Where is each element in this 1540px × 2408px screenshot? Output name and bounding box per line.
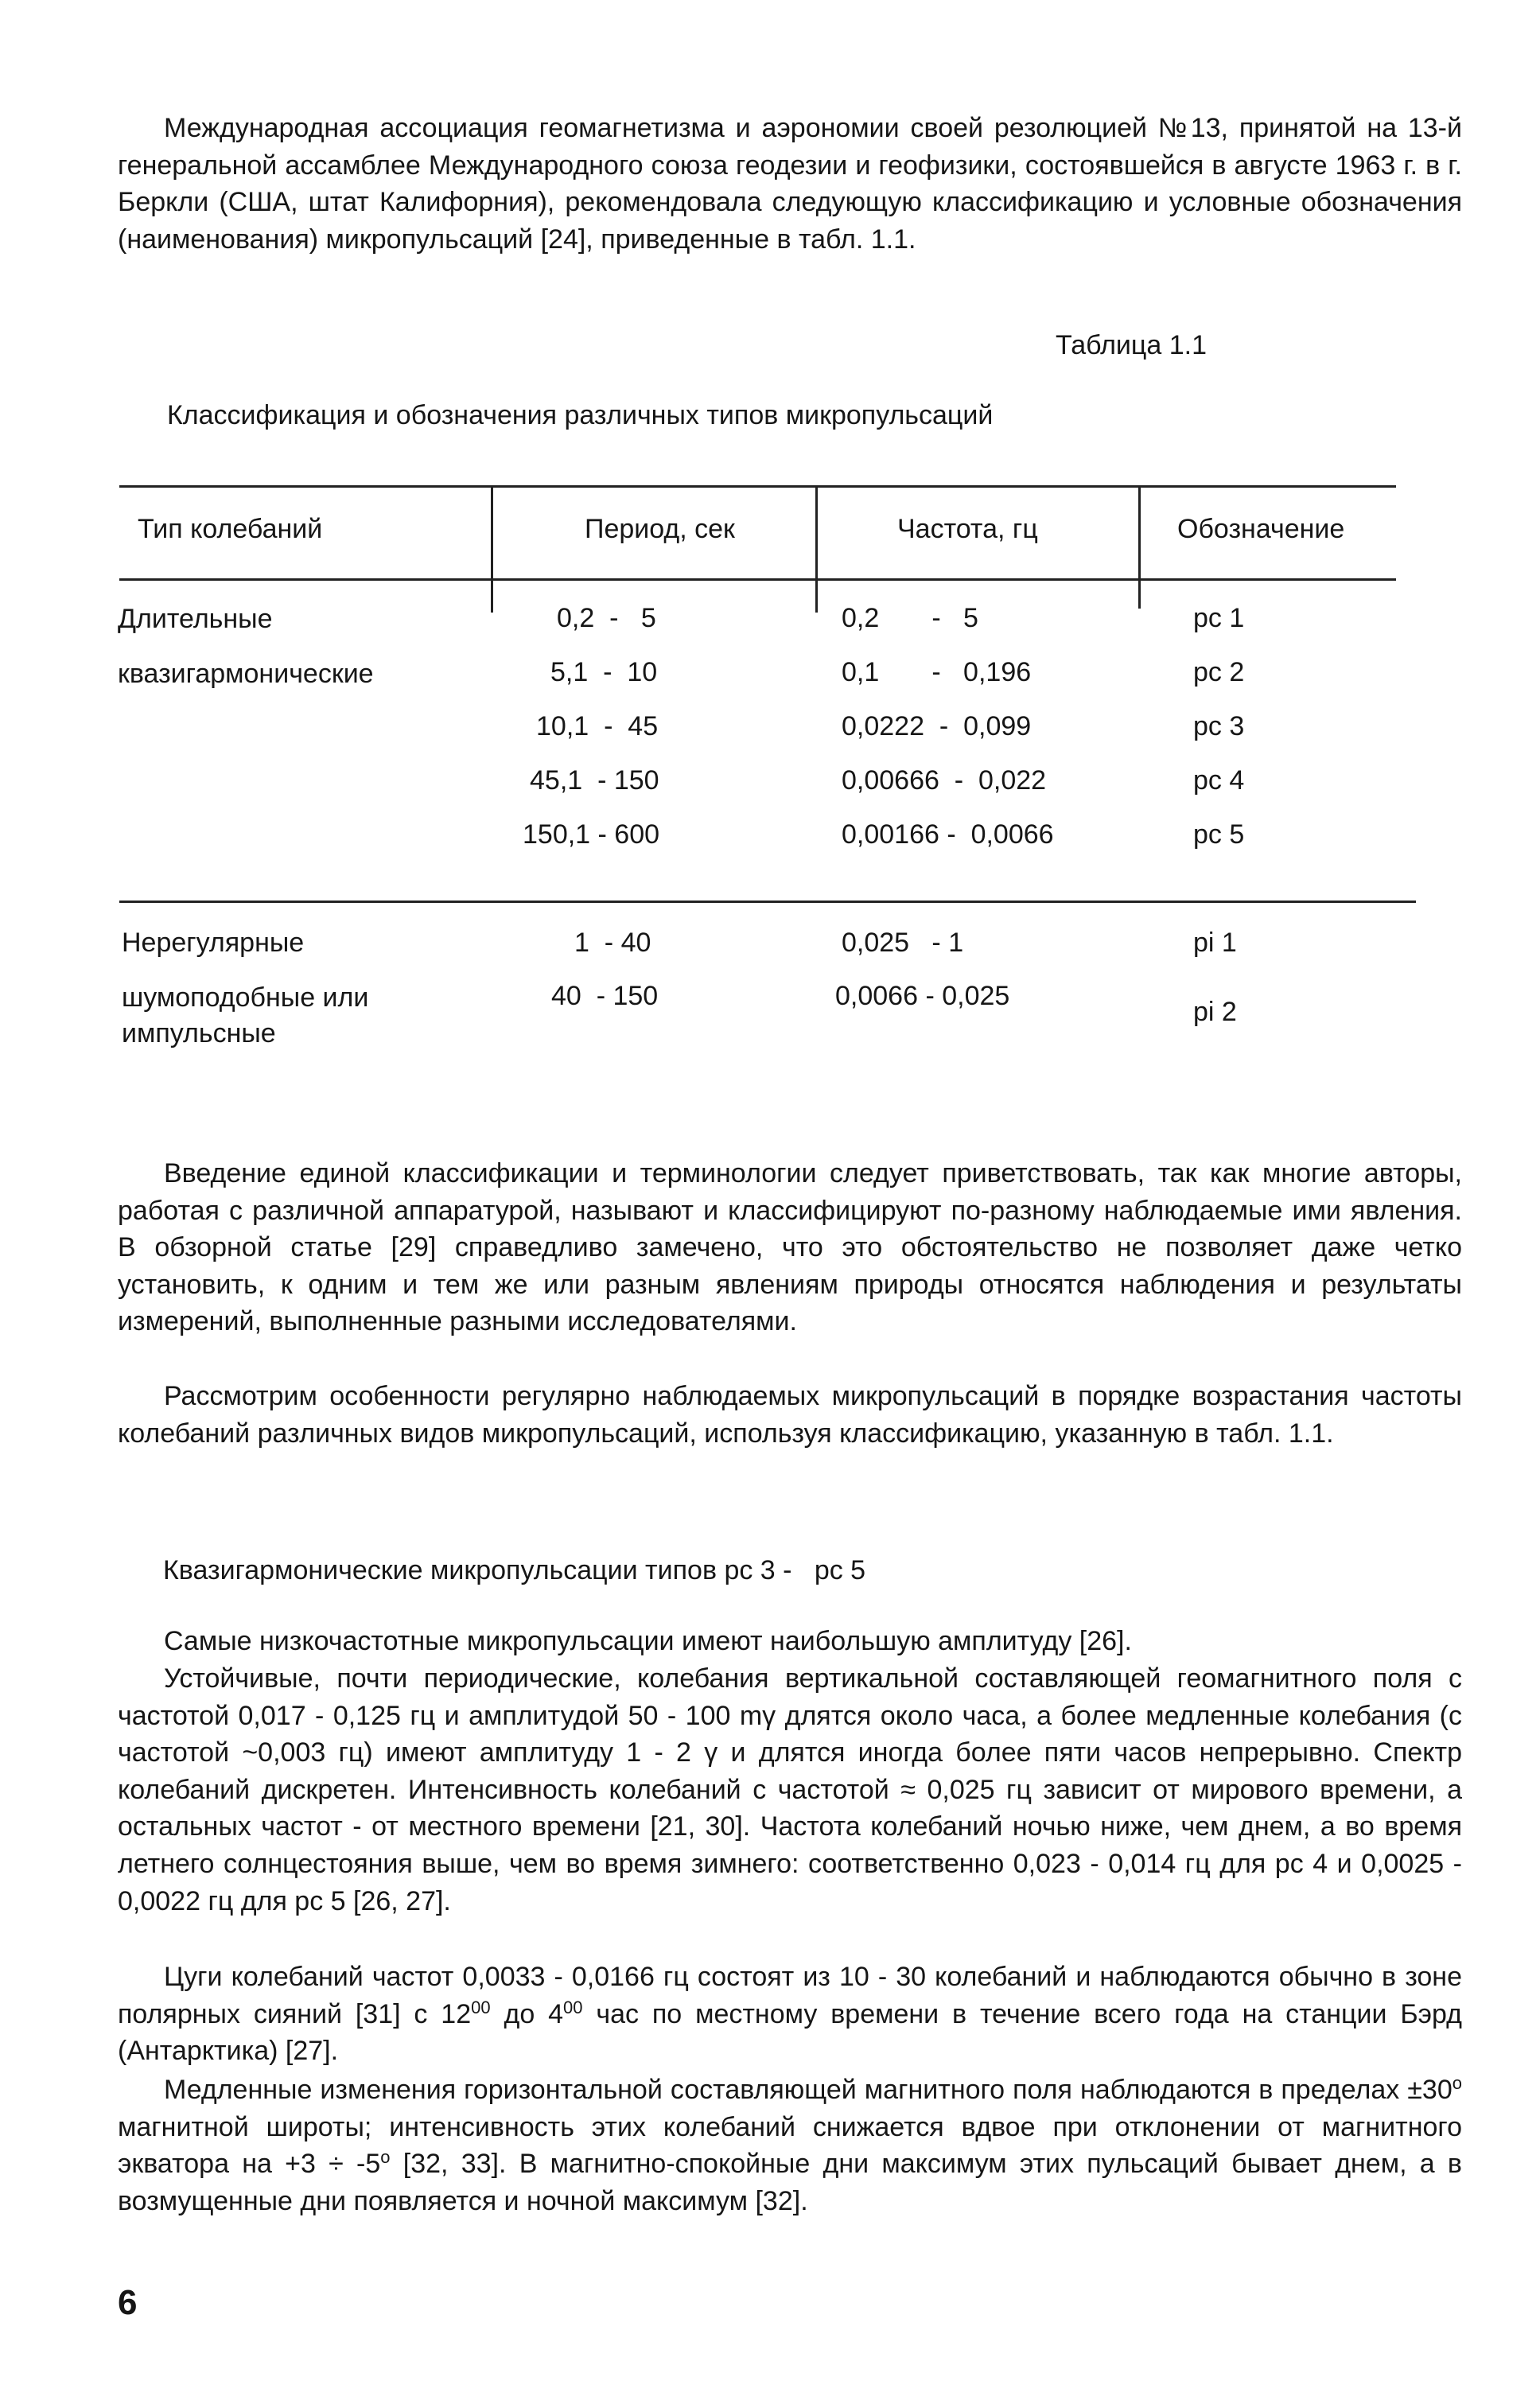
table-cell-code: pc 5 [1193,819,1245,850]
table-cell-frequency: 0,025 - 1 [842,928,964,958]
paragraph-text: до 4 [490,1998,564,2029]
table-cell-period: 5,1 - 10 [550,657,658,687]
table-cell-period: 40 - 150 [551,981,659,1011]
table-cell-code: pc 4 [1193,765,1245,796]
header-designation: Обозначение [1177,514,1345,544]
table-header-rule [119,578,1396,581]
table-group-rule [119,901,1416,903]
paragraph-text: магнитной широты; интенсивность этих колебаний снижается вдвое при отклонении от магнитного экватора на +3 ÷ -5 [118,2111,1462,2180]
superscript: o [380,2147,391,2168]
group1-type-line: квазигармонические [118,659,374,689]
paragraph [118,2072,1462,2219]
table-cell-frequency: 0,00166 - 0,0066 [842,819,1054,850]
table-cell-frequency: 0,00666 - 0,022 [842,765,1047,796]
group2-type-line: импульсные [122,1018,276,1048]
paragraph: Устойчивые, почти периодические, колебания вертикальной составляющей геомагнитного поля с частотой 0,017 - 0,125 гц и амплитудой 50 - 100 mγ длятся около часа, а более медленные колебания (с частотой ~0,003 гц) имеют амплитуду 1 - 2 γ и длятся иногда более пяти часов непрерывно. Спектр колебаний дискретен. Интенсивность колебаний с частотой ≈ 0,025 гц зависит от мирового времени, а остальных частот - от местного времени [21, 30]. Частота колебаний ночью ниже, чем днем, а во время летнего солнцестояния выше, чем во время зимнего: соответственно 0,023 - 0,014 гц для pc 4 и 0,0025 - 0,0022 гц для pc 5 [26, 27]. [118,1663,1462,1916]
header-type: Тип колебаний [138,514,323,544]
table-cell-frequency: 0,2 - 5 [842,603,978,633]
table-cell-code: pi 2 [1193,997,1237,1027]
superscript: o [1452,2073,1462,2093]
paragraph [118,1959,1462,2070]
paragraph: Введение единой классификации и терминологии следует приветствовать, так как многие авторы, работая с различной аппаратурой, называют и классифицируют по-разному наблюдаемые ими явления. В обзорной статье [29] справедливо замечено, что это обстоятельство не позволяет даже четко установить, к одним и тем же или разным явлениям природы относятся наблюдения и результаты измерений, выполненные разными исследователями. [118,1158,1462,1337]
table-cell-code: pi 1 [1193,928,1237,958]
superscript: 00 [471,1997,491,2017]
table-cell-code: pc 1 [1193,603,1245,633]
group2-type-line: Нерегулярные [122,928,305,958]
table-col-divider-3 [1138,485,1141,609]
superscript: 00 [563,1997,583,2017]
table-col-divider-1 [491,485,493,613]
paragraph-text: Цуги колебаний частот 0,0033 - 0,0166 гц состоят из 10 - 30 колебаний и наблюдаются обычно в зоне полярных сияний [31] с 12 [118,1962,1462,2029]
paragraph-text: Медленные изменения горизонтальной составляющей магнитного поля наблюдаются в пределах ±30 [164,2075,1452,2105]
group1-type-line: Длительные [118,604,273,634]
table-cell-frequency: 0,0066 - 0,025 [835,981,1010,1011]
table-cell-period: 0,2 - 5 [557,603,656,633]
paragraph-text: [32, 33]. В магнитно-спокойные дни максимум этих пульсаций бывает днем, а в возмущенные дни появляется и ночной максимум [32]. [118,2149,1462,2216]
intro-paragraph: Международная ассоциация геомагнетизма и аэрономии своей резолюцией №13, принятой на 13-й генеральной ассамблее Международного союза геодезии и геофизики, состоявшейся в августе 1963 г. в г. Беркли (США, штат Калифорния), рекомендовала следующую классификацию и условные обозначения (наименования) микропульсаций [24], приведенные в табл. 1.1. [118,113,1462,255]
table-cell-period: 10,1 - 45 [536,711,659,741]
group2-type-line: шумоподобные или [122,982,369,1013]
table-cell-code: pc 3 [1193,711,1245,741]
page-number: 6 [118,2283,138,2322]
table-col-divider-2 [815,485,818,613]
table-cell-period: 1 - 40 [574,928,651,958]
table-cell-code: pc 2 [1193,657,1245,687]
table-top-rule [119,485,1396,488]
table-cell-frequency: 0,1 - 0,196 [842,657,1032,687]
table-cell-frequency: 0,0222 - 0,099 [842,711,1032,741]
table-label: Таблица 1.1 [1056,330,1208,360]
header-period: Период, сек [585,514,735,544]
header-frequency: Частота, гц [897,514,1038,544]
paragraph: Рассмотрим особенности регулярно наблюдаемых микропульсаций в порядке возрастания частоты колебаний различных видов микропульсаций, используя классификацию, указанную в табл. 1.1. [118,1381,1462,1449]
paragraph: Самые низкочастотные микропульсации имеют наибольшую амплитуду [26]. [164,1626,1132,1656]
section-heading: Квазигармонические микропульсации типов pc 3 - pc 5 [163,1555,866,1585]
table-title: Классификация и обозначения различных типов микропульсаций [167,400,994,430]
paragraph-text: час по местному времени в течение всего года на станции Бэрд (Антарктика) [27]. [118,1998,1462,2067]
table-cell-period: 150,1 - 600 [523,819,660,850]
table-cell-period: 45,1 - 150 [530,765,659,796]
